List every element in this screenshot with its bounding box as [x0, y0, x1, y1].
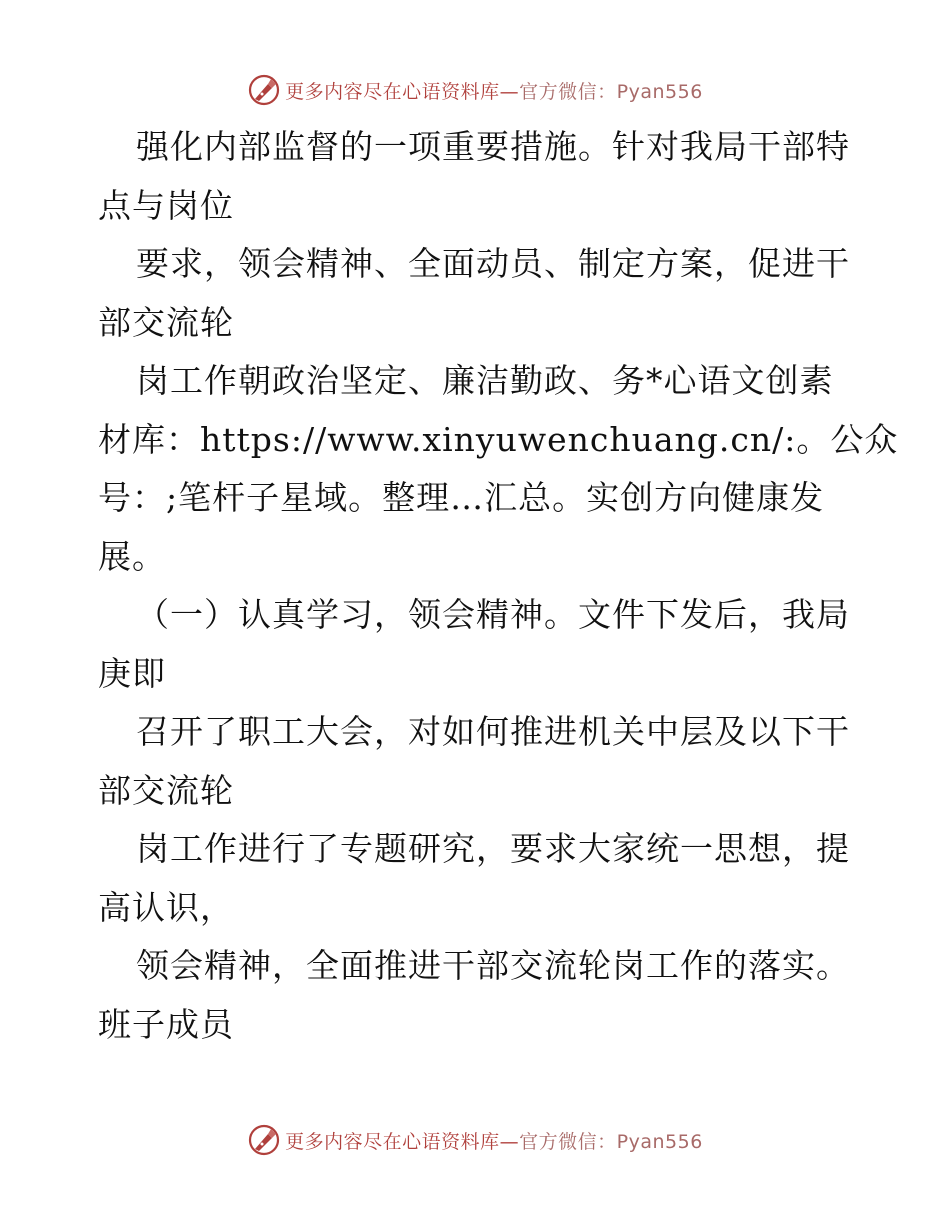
- pen-nib-logo-icon: [247, 1123, 281, 1157]
- text-line: 展。: [98, 536, 166, 576]
- banner-main-text: 更多内容尽在心语资料库—: [285, 80, 520, 103]
- text-line: 部交流轮: [98, 302, 234, 342]
- text-line: 材库：https://www.xinyuwenchuang.cn/:。公众: [98, 419, 899, 459]
- text-line: 号：;笔杆子星域。整理…汇总。实创方向健康发: [98, 478, 825, 517]
- text-line: 召开了职工大会，对如何推进机关中层及以下干: [136, 712, 850, 751]
- text-line: 岗工作朝政治坚定、廉洁勤政、务*心语文创素: [136, 361, 834, 400]
- text-line: （一）认真学习，领会精神。文件下发后，我局: [136, 595, 850, 634]
- banner-main-text: 更多内容尽在心语资料库—: [285, 1130, 520, 1153]
- text-line: 领会精神，全面推进干部交流轮岗工作的落实。: [136, 946, 850, 985]
- text-line: 班子成员: [98, 1004, 234, 1044]
- text-line: 强化内部监督的一项重要措施。针对我局干部特: [136, 127, 850, 166]
- banner-wechat-text: 官方微信：Pyan556: [519, 1130, 703, 1153]
- text-line: 部交流轮: [98, 770, 234, 810]
- text-line: 庚即: [98, 653, 166, 693]
- text-line: 要求，领会精神、全面动员、制定方案，促进干: [136, 244, 850, 283]
- text-line: 点与岗位: [98, 185, 234, 225]
- banner-wechat-text: 官方微信：Pyan556: [519, 80, 703, 103]
- text-line: 岗工作进行了专题研究，要求大家统一思想，提: [136, 829, 850, 868]
- pen-nib-logo-icon: [247, 73, 281, 107]
- footer-watermark-banner: [0, 1120, 950, 1160]
- header-watermark-banner: [0, 70, 950, 110]
- text-line: 高认识，: [98, 887, 234, 927]
- document-body: [98, 118, 899, 1054]
